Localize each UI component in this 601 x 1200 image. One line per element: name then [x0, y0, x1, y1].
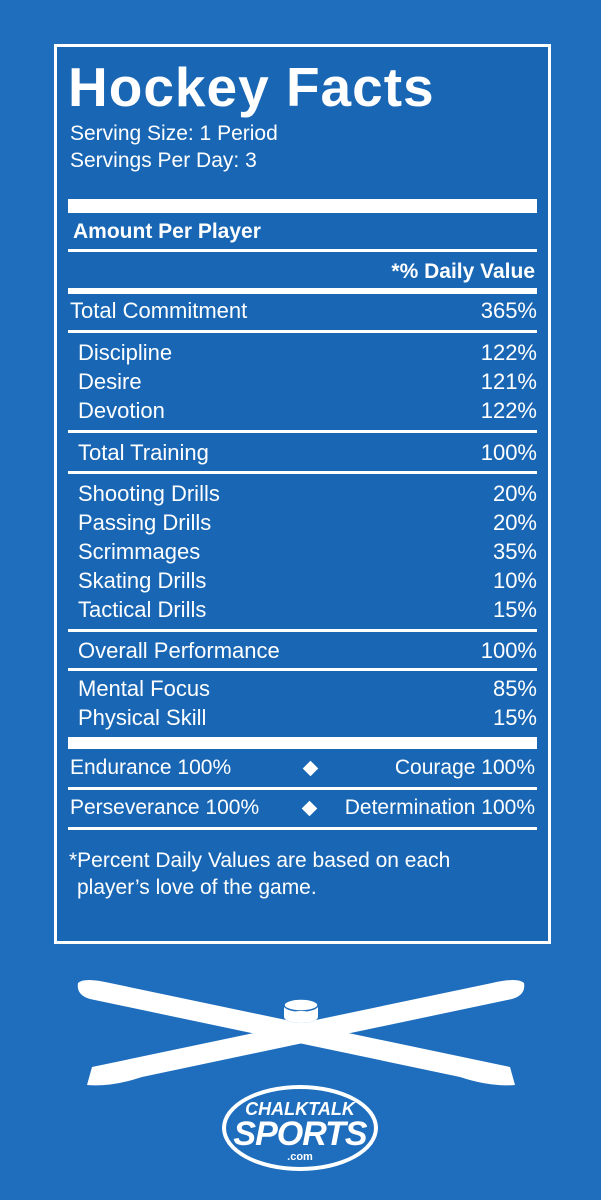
divider	[68, 629, 537, 632]
row-label: Discipline	[78, 340, 173, 365]
footnote	[69, 847, 450, 901]
row-label: Mental Focus	[78, 676, 211, 701]
row-label: Total Training	[78, 440, 209, 465]
row-value: 20%	[492, 481, 537, 506]
row-scrimmages	[78, 538, 537, 566]
divider	[68, 471, 537, 474]
footnote-line-1: *Percent Daily Values are based on each	[69, 849, 451, 872]
row-discipline	[78, 339, 537, 367]
divider	[68, 787, 537, 790]
row-label: Physical Skill	[78, 705, 207, 730]
puck-bottom-icon	[284, 1011, 318, 1023]
nutrition-facts-panel	[54, 44, 551, 944]
diamond-icon	[303, 761, 319, 777]
logo-line-1: CHALKTALK	[245, 1099, 355, 1119]
row-physical-skill	[78, 704, 537, 732]
thick-divider	[68, 737, 537, 749]
row-desire	[78, 368, 537, 396]
page-title: Hockey Facts	[68, 56, 435, 118]
row-passing-drills	[78, 509, 537, 537]
row-value: 122%	[480, 340, 537, 365]
row-label: Skating Drills	[78, 568, 207, 593]
diamond-icon	[302, 801, 318, 817]
row-devotion	[78, 397, 537, 425]
footnote-line-2: player’s love of the game.	[77, 876, 317, 899]
servings-per-day: Servings Per Day: 3	[70, 149, 257, 172]
row-overall-performance	[78, 637, 537, 665]
row-total-commitment	[70, 297, 537, 325]
amount-header: Amount Per Player	[73, 220, 261, 243]
divider	[68, 288, 537, 294]
row-value: 15%	[492, 597, 537, 622]
row-label: Overall Performance	[78, 638, 280, 663]
row-mental-focus	[78, 675, 537, 703]
row-label: Passing Drills	[78, 510, 212, 535]
pair-perseverance-determination	[70, 793, 537, 823]
pair-endurance-courage	[70, 753, 537, 783]
row-label: Desire	[78, 369, 142, 394]
row-label: Tactical Drills	[78, 597, 207, 622]
row-value: 122%	[480, 398, 537, 423]
puck-top-icon	[284, 999, 318, 1011]
serving-size: Serving Size: 1 Period	[70, 122, 278, 145]
row-value: 121%	[480, 369, 537, 394]
row-total-training	[78, 439, 537, 467]
divider	[68, 330, 537, 333]
daily-value-header: *% Daily Value	[391, 260, 535, 283]
row-label: Devotion	[78, 398, 165, 423]
pair-right: Determination 100%	[344, 796, 535, 819]
row-label: Scrimmages	[78, 539, 201, 564]
row-shooting-drills	[78, 480, 537, 508]
divider	[68, 249, 537, 252]
row-value: 365%	[480, 298, 537, 323]
divider	[68, 430, 537, 433]
row-value: 15%	[492, 705, 537, 730]
crossed-hockey-sticks-icon	[70, 975, 532, 1090]
row-value: 85%	[492, 676, 537, 701]
row-label: Total Commitment	[70, 298, 248, 323]
row-value: 35%	[492, 539, 537, 564]
row-label: Shooting Drills	[78, 481, 220, 506]
chalktalk-sports-logo	[222, 1085, 378, 1171]
thick-divider	[68, 199, 537, 213]
divider	[68, 668, 537, 671]
pair-left: Perseverance 100%	[70, 796, 260, 819]
row-skating-drills	[78, 567, 537, 595]
row-value: 20%	[492, 510, 537, 535]
row-tactical-drills	[78, 596, 537, 624]
row-value: 10%	[492, 568, 537, 593]
pair-right: Courage 100%	[394, 756, 535, 779]
logo-line-2: SPORTS	[233, 1115, 367, 1153]
pair-left: Endurance 100%	[70, 756, 232, 779]
divider	[68, 827, 537, 830]
row-value: 100%	[480, 440, 537, 465]
logo-line-3: .com	[287, 1151, 313, 1163]
row-value: 100%	[480, 638, 537, 663]
